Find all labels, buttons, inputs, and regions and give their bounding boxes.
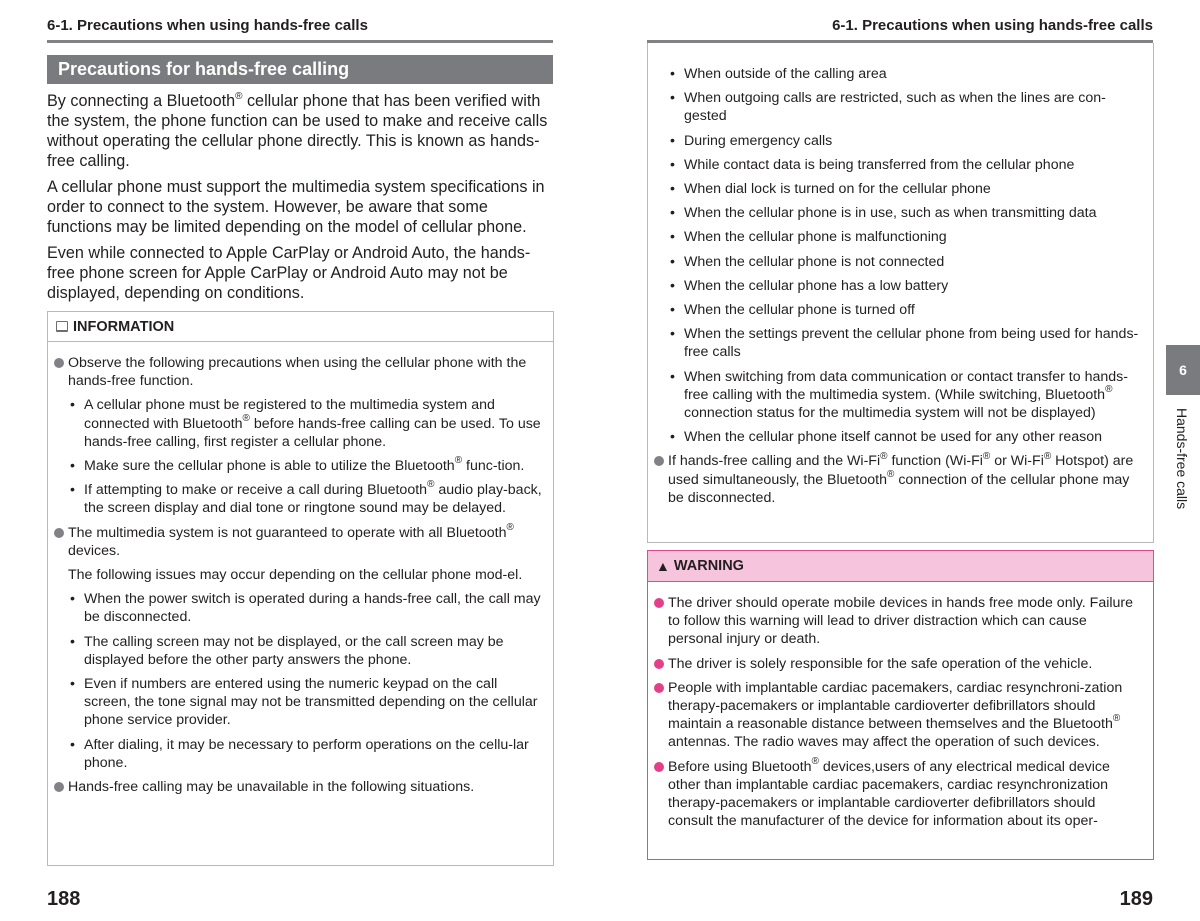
registered-mark: ® (1105, 384, 1113, 396)
bullet-icon: • (670, 132, 675, 149)
info-item-2-paragraph: The following issues may occur depending on the cellular phone mod-el. (68, 567, 523, 584)
info-sub2-part-b: func-tion. (462, 458, 525, 475)
info-sub2-part-a: Make sure the cellular phone is able to utilize the Bluetooth (84, 458, 455, 475)
gray-bullet-icon (54, 358, 64, 368)
bullet-icon: • (70, 397, 75, 414)
wifi-part-c: or Wi-Fi (990, 453, 1044, 470)
registered-mark: ® (811, 755, 819, 767)
intro-p1-part-b: cellular phone that has been verified with the system, the phone function can be used to make and receive calls without operating the cellular phone directly. This is known as hands-free calling. (47, 92, 548, 170)
situation-item-switching (648, 368, 1143, 423)
pink-bullet-icon (654, 762, 664, 772)
intro-p1-part-a: By connecting a Bluetooth (47, 92, 236, 110)
situation-item-cannot-use (648, 428, 1143, 446)
warning-item-1 (648, 594, 1143, 649)
info-item-3 (48, 778, 543, 796)
situation-item (648, 65, 1143, 83)
bullet-icon: • (70, 482, 75, 499)
info-item-2-sub-4-text: After dialing, it may be necessary to perform operations on the cellu-lar phone. (84, 736, 529, 771)
registered-mark: ® (427, 479, 435, 491)
bullet-icon: • (670, 181, 675, 198)
bullet-icon: • (670, 253, 675, 270)
registered-mark: ® (887, 468, 895, 480)
warning-triangle-icon: ▲ (656, 558, 670, 574)
situation-item (648, 301, 1143, 319)
info-item-1-sub-3 (48, 481, 543, 517)
info-item-2 (48, 521, 543, 560)
situation-item (648, 89, 1143, 125)
info-item-2-sub-4 (48, 736, 543, 772)
bullet-icon: • (670, 229, 675, 246)
bullet-icon: • (670, 205, 675, 222)
warning-item-3-part-b: antennas. The radio waves may affect the operation of such devices. (668, 734, 1100, 751)
situation-item (648, 180, 1143, 198)
bullet-icon: • (70, 458, 75, 475)
wifi-part-a: If hands-free calling and the Wi-Fi (668, 453, 881, 470)
intro-text (47, 91, 553, 309)
warning-item-2-text: The driver is solely responsible for the safe operation of the vehicle. (668, 655, 1093, 672)
warning-title: WARNING (673, 558, 744, 574)
cannot-use-text: When the cellular phone itself cannot be used for any other reason (684, 429, 1103, 446)
situation-text: When outside of the calling area (684, 66, 887, 82)
info-item-1-sub-2 (48, 457, 543, 475)
situation-text: When the settings prevent the cellular phone from being used for hands-free calls (684, 326, 1139, 361)
warning-item-2 (648, 655, 1143, 673)
info-item-2-sub-3 (48, 675, 543, 730)
information-content (48, 342, 553, 796)
chapter-tab: 6 (1166, 345, 1200, 395)
warning-item-3-part-a: People with implantable cardiac pacemakers, cardiac resynchroni-zation therapy-pacemakers or implantable cardioverter defibrillators should maintain a reasonable distance between themselves and the Bluetooth (668, 679, 1123, 733)
info-sub1-part-a: A cellular phone must be registered to the multimedia system and connected with Bluetooth (84, 397, 495, 432)
warning-title-bar (648, 551, 1153, 582)
info-item-2-sub-1 (48, 590, 543, 626)
right-page-header: 6-1. Precautions when using hands-free calls (832, 17, 1153, 34)
warning-box (647, 550, 1154, 860)
situation-text: When the cellular phone is turned off (684, 302, 915, 319)
info-item-3-text: Hands-free calling may be unavailable in the following situations. (68, 779, 475, 796)
bullet-icon: • (670, 368, 675, 385)
situation-text: When the cellular phone is malfunctioning (684, 229, 947, 246)
warning-item-1-text: The driver should operate mobile devices in hands free mode only. Failure to follow this warning will lead to driver distraction which can cause personal injury or death. (668, 595, 1134, 648)
bullet-icon: • (670, 302, 675, 319)
registered-mark: ® (506, 521, 514, 533)
registered-mark: ® (1043, 450, 1052, 462)
situation-text: When dial lock is turned on for the cellular phone (684, 181, 991, 198)
info-sub1-part-b: before hands-free calling can be used. To use hands-free calling, first register a cellular phone. (84, 415, 541, 450)
situation-text: When the cellular phone is in use, such as when transmitting data (684, 205, 1097, 222)
gray-bullet-icon (654, 456, 664, 466)
pink-bullet-icon (654, 683, 664, 693)
situation-text: During emergency calls (684, 132, 833, 149)
bullet-icon: • (670, 156, 675, 173)
information-title: INFORMATION (73, 318, 175, 335)
bullet-icon: • (70, 736, 75, 753)
info-item-1-text: Observe the following precautions when using the cellular phone with the hands-free function. (68, 355, 527, 390)
situation-text: When outgoing calls are restricted, such as when the lines are con-gested (684, 90, 1106, 125)
left-page-header: 6-1. Precautions when using hands-free calls (47, 17, 368, 34)
page-number-right: 189 (1119, 888, 1153, 910)
info-item-2-sub-2-text: The calling screen may not be displayed, or the call screen may be displayed before the other party answers the phone. (84, 633, 504, 668)
gray-bullet-icon (54, 782, 64, 792)
registered-mark: ® (1112, 713, 1121, 725)
pink-bullet-icon (654, 659, 664, 669)
info-sub3-part-a: If attempting to make or receive a call during Bluetooth (84, 482, 428, 499)
info-item-2-part-a: The multimedia system is not guaranteed to operate with all Bluetooth (68, 524, 507, 541)
registered-mark: ® (982, 450, 991, 462)
information-box-continued (647, 43, 1154, 543)
info-item-2-sub-2 (48, 633, 543, 669)
warning-item-4-part-a: Before using Bluetooth (668, 758, 812, 775)
info-item-1-sub-1 (48, 396, 543, 451)
registered-mark: ® (454, 455, 463, 467)
wifi-part-e: connection of the cellular phone may be disconnected. (668, 471, 1130, 506)
book-icon (56, 321, 68, 332)
information-continued-content (648, 43, 1153, 507)
switching-part-a: When switching from data communication or contact transfer to hands-free calling with the multimedia system. (While switching, Bluetooth (684, 368, 1128, 403)
bullet-icon: • (70, 633, 75, 650)
left-header-rule (47, 40, 553, 43)
intro-paragraph-2: A cellular phone must support the multimedia system specifications in order to connect to the system. However, be aware that some functions may be limited depending on the model of cellular phone. (47, 178, 545, 236)
situation-item (648, 204, 1143, 222)
intro-paragraph-3: Even while connected to Apple CarPlay or Android Auto, the hands-free phone screen for Apple CarPlay or Android Auto may not be displayed, depending on conditions. (47, 244, 531, 302)
bullet-icon: • (670, 326, 675, 343)
warning-item-3 (648, 679, 1143, 752)
situation-item (648, 325, 1143, 361)
information-box (47, 311, 554, 866)
page-number-left: 188 (47, 888, 81, 910)
info-sub3-part-b: audio play-back, the screen display and dial tone or ringtone sound may be delayed. (84, 482, 542, 517)
info-item-2-sub-3-text: Even if numbers are entered using the numeric keypad on the call screen, the tone signal may not be transmitted depending on the cellular phone service provider. (84, 676, 538, 729)
situation-item (648, 132, 1143, 150)
warning-item-4 (648, 755, 1143, 831)
situation-item (648, 228, 1143, 246)
bullet-icon: • (670, 90, 675, 107)
situation-item (648, 277, 1143, 295)
warning-content (648, 582, 1153, 830)
situation-item (648, 156, 1143, 174)
situation-text: While contact data is being transferred from the cellular phone (684, 156, 1075, 173)
info-item-2-sub-1-text: When the power switch is operated during a hands-free call, the call may be disconnected. (84, 591, 541, 626)
chapter-tab-label: Hands-free calls (1174, 408, 1190, 510)
situation-text: When the cellular phone is not connected (684, 253, 945, 270)
bullet-icon: • (670, 277, 675, 294)
info-item-2-part-b: devices. (68, 542, 121, 559)
intro-paragraph-1 (47, 91, 553, 171)
bullet-icon: • (70, 591, 75, 608)
info-item-1 (48, 354, 543, 390)
information-title-bar (48, 312, 553, 342)
wifi-part-b: function (Wi-Fi (887, 453, 983, 470)
bullet-icon: • (70, 676, 75, 693)
situation-text: When the cellular phone has a low battery (684, 277, 949, 294)
bullet-icon: • (670, 66, 675, 82)
info-item-wifi (648, 452, 1143, 507)
registered-mark: ® (880, 450, 888, 462)
section-title: Precautions for hands-free calling (47, 55, 553, 84)
registered-mark: ® (242, 412, 250, 424)
situation-item (648, 253, 1143, 271)
warning-item-4-part-b: devices,users of any electrical medical device other than implantable cardiac pacemakers, cardiac resynchronization therapy-pacemakers or implantable cardioverter defibrillators should consult the manufacturer of the device for information about its oper- (668, 758, 1110, 830)
switching-part-b: connection status for the multimedia system will not be displayed) (684, 405, 1096, 422)
gray-bullet-icon (54, 528, 64, 538)
pink-bullet-icon (654, 598, 664, 608)
registered-mark: ® (235, 90, 243, 102)
bullet-icon: • (670, 429, 675, 446)
wifi-part-d: Hotspot) are used simultaneously, the Bluetooth (668, 453, 1134, 488)
